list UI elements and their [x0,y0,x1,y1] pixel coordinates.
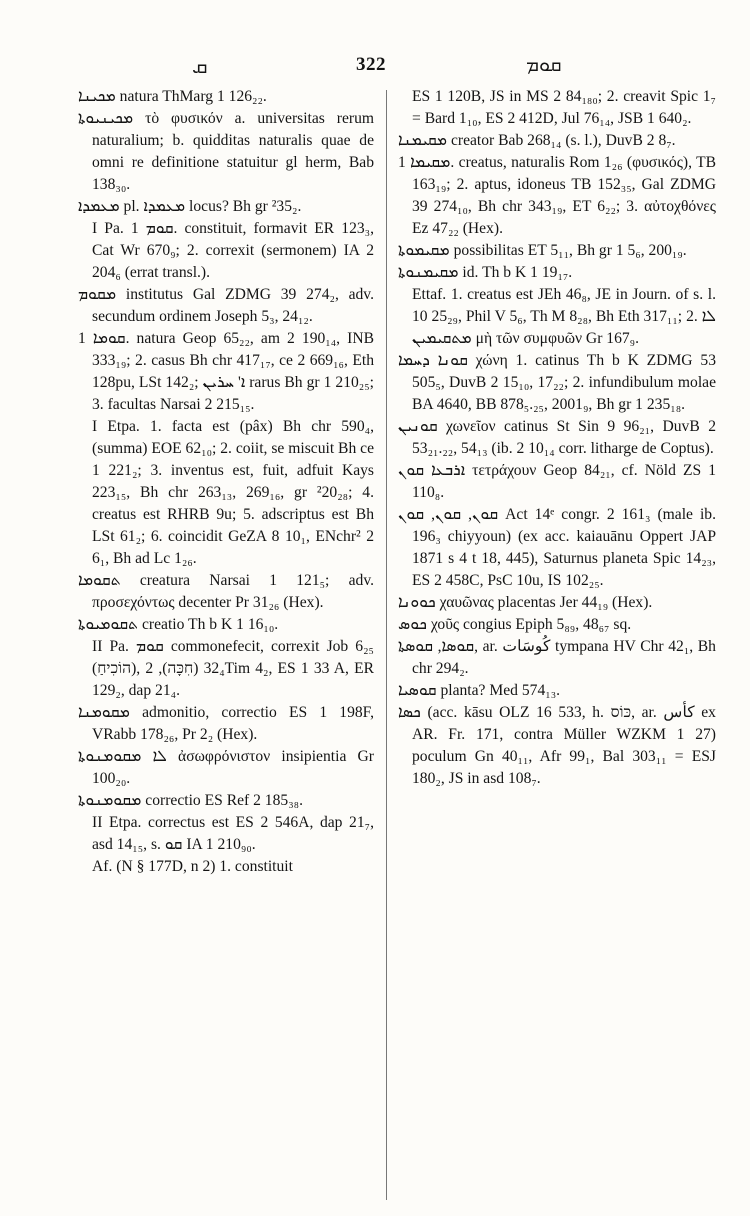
dictionary-entry: ܩܘܢܐ ܕܚܡܐ χώνη 1. catinus Th b K ZDMG 53 505₅, DuvB 2 15₁₀, 17₂₂; 2. infundibulum molae BA 4640, BB 878₅.₂₅, 2001₉, Bh gr 1 235₁₈. [398,352,716,413]
dictionary-entry: ܐܪܒܥܐ ܩܘܢ τετράχουν Geop 84₂₁, cf. Nöld ZS 1 110₈. [398,462,716,501]
dictionary-entry: ܡܩܘܡܢܘܬܐ correctio ES Ref 2 185₃₈. [78,792,303,809]
page-header [0,48,750,84]
dictionary-entry: ܬܩܘܡܐ creatura Narsai 1 121₅; adv. προσεχόντως decenter Pr 31₂₆ (Hex). [78,572,374,611]
dictionary-entry: ܩܘܢ, ܩܘܢ, ܩܘܢ Act 14ᵉ congr. 2 161₃ (male ib. 196₃ chiyyoun) (ex acc. kaiauānu Oppert JAP 1871 s 4 t 18, 445), Saturnus planeta Spic 14₂₃, ES 2 458C, PsC 10u, IS 102₂₅. [398,506,716,589]
dictionary-entry: ܡܩܘܡܢܐ admonitio, correctio ES 1 198F, VRabb 178₂₆, Pr 2₂ (Hex). [78,704,374,743]
dictionary-entry: ܩܘܡܐ 1. natura Geop 65₂₂, am 2 190₁₄, INB 333₁₉; 2. casus Bh chr 417₁₇, ce 2 669₁₆, Eth 128pu, LSt 142₂; ܐ' ܚܪܝܢ rarus Bh gr 1 210₂₅; 3. facultas Narsai 2 215₁₅. [78,330,374,413]
dictionary-entry: ܟܘܣ χοῦς congius Epiph 5₈₉, 48₆₇ sq. [398,616,632,633]
dictionary-entry: ܠܐ ܡܩܘܡܢܘܬܐ ἀσωφρόνιστον insipientia Gr 100₂₀. [78,748,374,787]
page-number: 322 [356,54,386,75]
dictionary-entry: ܡܩܝܡܢܘܬܐ id. Th b K 1 19₁₇. [398,264,573,281]
dictionary-entry: ES 1 120B, JS in MS 2 84₁₈₀; 2. creavit Spic 1₇ = Bard 1₁₀, ES 2 412D, Jul 76₁₄, JSB 1 640₂. [412,88,716,127]
dictionary-entry: ܡܩܝܡܢܐ creator Bab 268₁₄ (s. l.), DuvB 2 8₇. [398,132,676,149]
right-column [398,86,716,1200]
dictionary-entry: ܡܩܝܡܘܬܐ possibilitas ET 5₁₁, Bh gr 1 5₆, 200₁₉. [398,242,687,259]
dictionary-entry: ܡܥܡܕܐ pl. ܡܥܡܕܐ locus? Bh gr ²35₂. [78,198,302,215]
dictionary-entry: I Pa. ܩܘܡ 1. constituit, formavit ER 123₃, Cat Wr 670₉; 2. correxit (sermonem) IA 2 204₆ (errat transl.). [92,220,374,281]
header-letter: ܩ [192,54,208,78]
dictionary-entry: II Etpa. correctus est ES 2 546A, dap 21₇, asd 14₁₅, s. ܩܘ IA 1 210₉₀. [92,814,374,853]
dictionary-entry: ܟܘܘܢܐ χαυῶνας placentas Jer 44₁₉ (Hex). [398,594,653,611]
dictionary-entry: I Etpa. 1. facta est (pâx) Bh chr 590₄, (summa) EOE 62₁₀; 2. coiit, se miscuit Bh ce 1 221₂; 3. inventus est, fuit, adfuit Kays 223₁₅, Bh chr 263₁₃, 269₁₆, gr ²20₂₈; 4. creatus est RHRB 9u; 5. adscriptus est Bh LSt 61₂; 6. coincidit GeZA 8 10₁, ENchr² 2 6₁, Bh ad Lc 1₂₆. [92,418,374,567]
dictionary-entry: Af. (N § 177D, n 2) 1. constituit [92,858,293,875]
column-divider [386,90,387,1200]
dictionary-entry: ܡܟܝܢܝܘܬܐ τὸ φυσικόν a. universitas rerum naturalium; b. quidditas naturalis quae de omni re definitione statuitur gl herm, Bab 138₃₀. [78,110,374,193]
dictionary-entry: II Pa. ܩܘܡ commonefecit, correxit Job 6₂₅ (הוֹכִיחַ), 32₄ (חִכָּה), 2Tim 4₂, ES 1 33 A, ER 129₂, dap 21₄. [92,638,374,699]
dictionary-entry: ܬܩܘܡܝܘܬܐ creatio Th b K 1 16₁₀. [78,616,279,633]
dictionary-entry: ܩܘܢܝܢ χωνεῖον catinus St Sin 9 96₂₁, DuvB 2 53₂₁.₂₂, 54₁₃ (ib. 2 10₁₄ corr. litharge de Coptus). [398,418,716,457]
dictionary-entry: ܡܩܝܡܐ 1. creatus, naturalis Rom 1₂₆ (φυσικός), TB 163₁₉; 2. aptus, idoneus TB 152₃₅, Gal ZDMG 39 274₁₀, Bh chr 343₁₉, ET 6₂₂; 3. αὐτοχθόνες Ez 47₂₂ (Hex). [398,154,716,237]
dictionary-entry: ܩܘܣܝܐ planta? Med 574₁₃. [398,682,561,699]
dictionary-entry: ܟܣܐ (acc. kāsu OLZ 16 533, h. כּוֹס, ar. كأس ex AR. Fr. 171, contra Müller WZKM 1 27) poculum Gn 40₁₁, Afr 99₁, Bal 303₁₁ = ESJ 180₂, JS in asd 108₇. [398,704,716,787]
dictionary-entry: ܩܘܣܐ, ܩܘܣܬܐ, ar. كُوسَات tympana HV Chr 42₁, Bh chr 294₂. [398,638,716,677]
dictionary-entry: ܡܩܘܡ institutus Gal ZDMG 39 274₂, adv. secundum ordinem Joseph 5₃, 24₁₂. [78,286,374,325]
dictionary-entry: Ettaf. 1. creatus est JEh 46₈, JE in Journ. of s. l. 10 25₂₉, Phil V 5₆, Th M 8₂₈, Bh Eth 317₁₁; 2. ܠܐ ܡܬܩܝܡܝܢ μὴ τῶν συμφυῶν Gr 167₉. [412,286,716,347]
left-column [78,86,374,1200]
header-word: ܩܘܡ [526,54,562,76]
dictionary-entry: ܡܟܝܢܐ natura ThMarg 1 126₂₂. [78,88,267,105]
